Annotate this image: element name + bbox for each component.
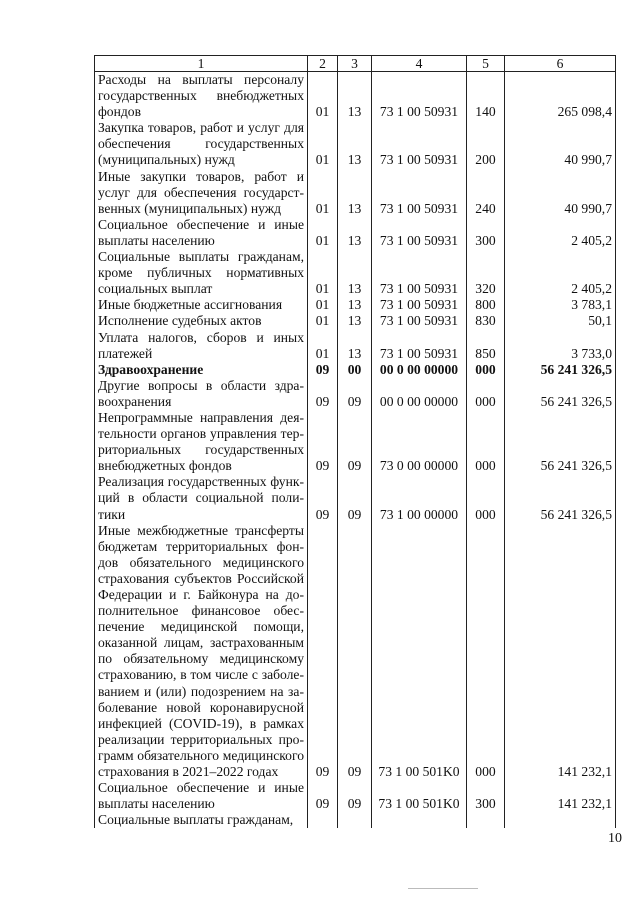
header-col-6: 6 — [505, 56, 616, 72]
row-subsection: 13 — [338, 330, 372, 362]
row-name: Другие вопросы в области здравоохранения — [95, 378, 308, 410]
row-name: Иные межбюджетные трансферты бюджетам территориальных фондов обязательного медицинского страхования субъектов Российской Федерации и г. Байконура на дополнительное финансовое обеспечение медицинской помощи, оказанной лицам, застрахованным по обязательному медицинскому страхованию, в том числе с заболеванием и (или) подозрением на заболевание новой коронавирусной инфекцией (COVID-19), в рамках реализации территориальных программ обязательного медицинского страхования в 2021–2022 годах — [95, 523, 308, 781]
row-subsection: 13 — [338, 217, 372, 249]
page-number: 10 — [608, 831, 622, 846]
row-expense-type: 000 — [467, 410, 505, 474]
row-subsection: 09 — [338, 410, 372, 474]
row-name: Иные бюджетные ассигнования — [95, 297, 308, 313]
row-expense-type: 200 — [467, 120, 505, 168]
row-expense-type: 850 — [467, 330, 505, 362]
row-expense-type: 800 — [467, 297, 505, 313]
table-row-continued — [95, 812, 616, 828]
header-col-1: 1 — [95, 56, 308, 72]
row-section: 09 — [308, 410, 338, 474]
row-amount: 3 733,0 — [505, 330, 616, 362]
row-amount: 56 241 326,5 — [505, 474, 616, 522]
table-row — [95, 474, 616, 522]
row-name: Уплата налогов, сборов и иных платежей — [95, 330, 308, 362]
row-section: 09 — [308, 378, 338, 410]
table-body — [95, 72, 616, 829]
row-name: Исполнение судебных актов — [95, 313, 308, 329]
table-row — [95, 313, 616, 329]
row-name: Социальное обеспечение и иные выплаты населению — [95, 217, 308, 249]
row-name: Социальное обеспечение и иные выплаты населению — [95, 780, 308, 812]
table-row — [95, 72, 616, 121]
table-row — [95, 378, 616, 410]
row-name: Иные закупки товаров, работ и услуг для обеспечения государственных (муниципальных) нужд — [95, 169, 308, 217]
row-section: 01 — [308, 313, 338, 329]
header-col-2: 2 — [308, 56, 338, 72]
table-row — [95, 410, 616, 474]
row-subsection-empty — [338, 812, 372, 828]
row-name: Реализация государственных функций в области социальной политики — [95, 474, 308, 522]
row-name: Социальные выплаты гражданам, кроме публичных нормативных социальных выплат — [95, 249, 308, 297]
row-target-article: 73 1 00 50931 — [372, 249, 467, 297]
row-subsection: 13 — [338, 313, 372, 329]
row-target-article: 73 1 00 501K0 — [372, 523, 467, 781]
table-row — [95, 249, 616, 297]
row-section: 09 — [308, 523, 338, 781]
table-header-row — [95, 56, 616, 72]
row-section: 09 — [308, 362, 338, 378]
row-amount: 56 241 326,5 — [505, 362, 616, 378]
row-expense-type: 300 — [467, 217, 505, 249]
row-target-article: 00 0 00 00000 — [372, 362, 467, 378]
row-expense-type-empty — [467, 812, 505, 828]
row-name: Закупка товаров, работ и услуг для обеспечения государственных (муниципальных) нужд — [95, 120, 308, 168]
row-expense-type: 000 — [467, 378, 505, 410]
table-row — [95, 330, 616, 362]
row-subsection: 09 — [338, 780, 372, 812]
row-target-article: 73 1 00 50931 — [372, 120, 467, 168]
row-section: 01 — [308, 249, 338, 297]
row-name: Непрограммные направления деятельности органов управления территориальных государственных внебюджетных фондов — [95, 410, 308, 474]
row-subsection: 00 — [338, 362, 372, 378]
row-expense-type: 300 — [467, 780, 505, 812]
header-col-4: 4 — [372, 56, 467, 72]
row-target-article: 73 1 00 00000 — [372, 474, 467, 522]
row-expense-type: 240 — [467, 169, 505, 217]
row-target-article: 73 1 00 50931 — [372, 72, 467, 121]
row-amount: 40 990,7 — [505, 169, 616, 217]
row-expense-type: 830 — [467, 313, 505, 329]
row-section: 01 — [308, 72, 338, 121]
row-subsection: 13 — [338, 120, 372, 168]
row-expense-type: 000 — [467, 362, 505, 378]
row-subsection: 13 — [338, 249, 372, 297]
row-amount: 56 241 326,5 — [505, 410, 616, 474]
table-row — [95, 780, 616, 812]
row-target-article: 73 1 00 50931 — [372, 330, 467, 362]
row-subsection: 09 — [338, 378, 372, 410]
row-amount: 141 232,1 — [505, 780, 616, 812]
row-amount: 3 783,1 — [505, 297, 616, 313]
row-expense-type: 140 — [467, 72, 505, 121]
row-subsection: 13 — [338, 169, 372, 217]
table-row — [95, 523, 616, 781]
row-target-article: 73 1 00 50931 — [372, 217, 467, 249]
scan-artifact-line — [408, 888, 478, 889]
row-amount: 265 098,4 — [505, 72, 616, 121]
row-name: Здравоохранение — [95, 362, 308, 378]
row-amount: 2 405,2 — [505, 217, 616, 249]
row-name-continued: Социальные выплаты гражданам, — [95, 812, 308, 828]
row-section: 01 — [308, 330, 338, 362]
row-subsection: 09 — [338, 474, 372, 522]
row-expense-type: 320 — [467, 249, 505, 297]
table-row — [95, 120, 616, 168]
row-expense-type: 000 — [467, 523, 505, 781]
row-amount-empty — [505, 812, 616, 828]
row-section-empty — [308, 812, 338, 828]
row-expense-type: 000 — [467, 474, 505, 522]
row-section: 01 — [308, 297, 338, 313]
row-target-article: 73 1 00 501K0 — [372, 780, 467, 812]
table-row — [95, 217, 616, 249]
row-amount: 56 241 326,5 — [505, 378, 616, 410]
row-amount: 50,1 — [505, 313, 616, 329]
row-section: 01 — [308, 169, 338, 217]
row-target-article: 00 0 00 00000 — [372, 378, 467, 410]
table-row-section-total — [95, 362, 616, 378]
header-col-3: 3 — [338, 56, 372, 72]
row-subsection: 13 — [338, 297, 372, 313]
row-target-article: 73 0 00 00000 — [372, 410, 467, 474]
budget-table — [94, 55, 616, 828]
row-name: Расходы на выплаты персоналу государственных внебюджетных фондов — [95, 72, 308, 121]
row-target-article: 73 1 00 50931 — [372, 169, 467, 217]
table-row — [95, 169, 616, 217]
row-section: 01 — [308, 120, 338, 168]
row-section: 09 — [308, 474, 338, 522]
row-section: 01 — [308, 217, 338, 249]
row-target-article: 73 1 00 50931 — [372, 313, 467, 329]
header-col-5: 5 — [467, 56, 505, 72]
row-subsection: 09 — [338, 523, 372, 781]
table-row — [95, 297, 616, 313]
row-section: 09 — [308, 780, 338, 812]
row-target-article: 73 1 00 50931 — [372, 297, 467, 313]
row-amount: 141 232,1 — [505, 523, 616, 781]
row-target-article-empty — [372, 812, 467, 828]
row-amount: 2 405,2 — [505, 249, 616, 297]
row-subsection: 13 — [338, 72, 372, 121]
row-amount: 40 990,7 — [505, 120, 616, 168]
